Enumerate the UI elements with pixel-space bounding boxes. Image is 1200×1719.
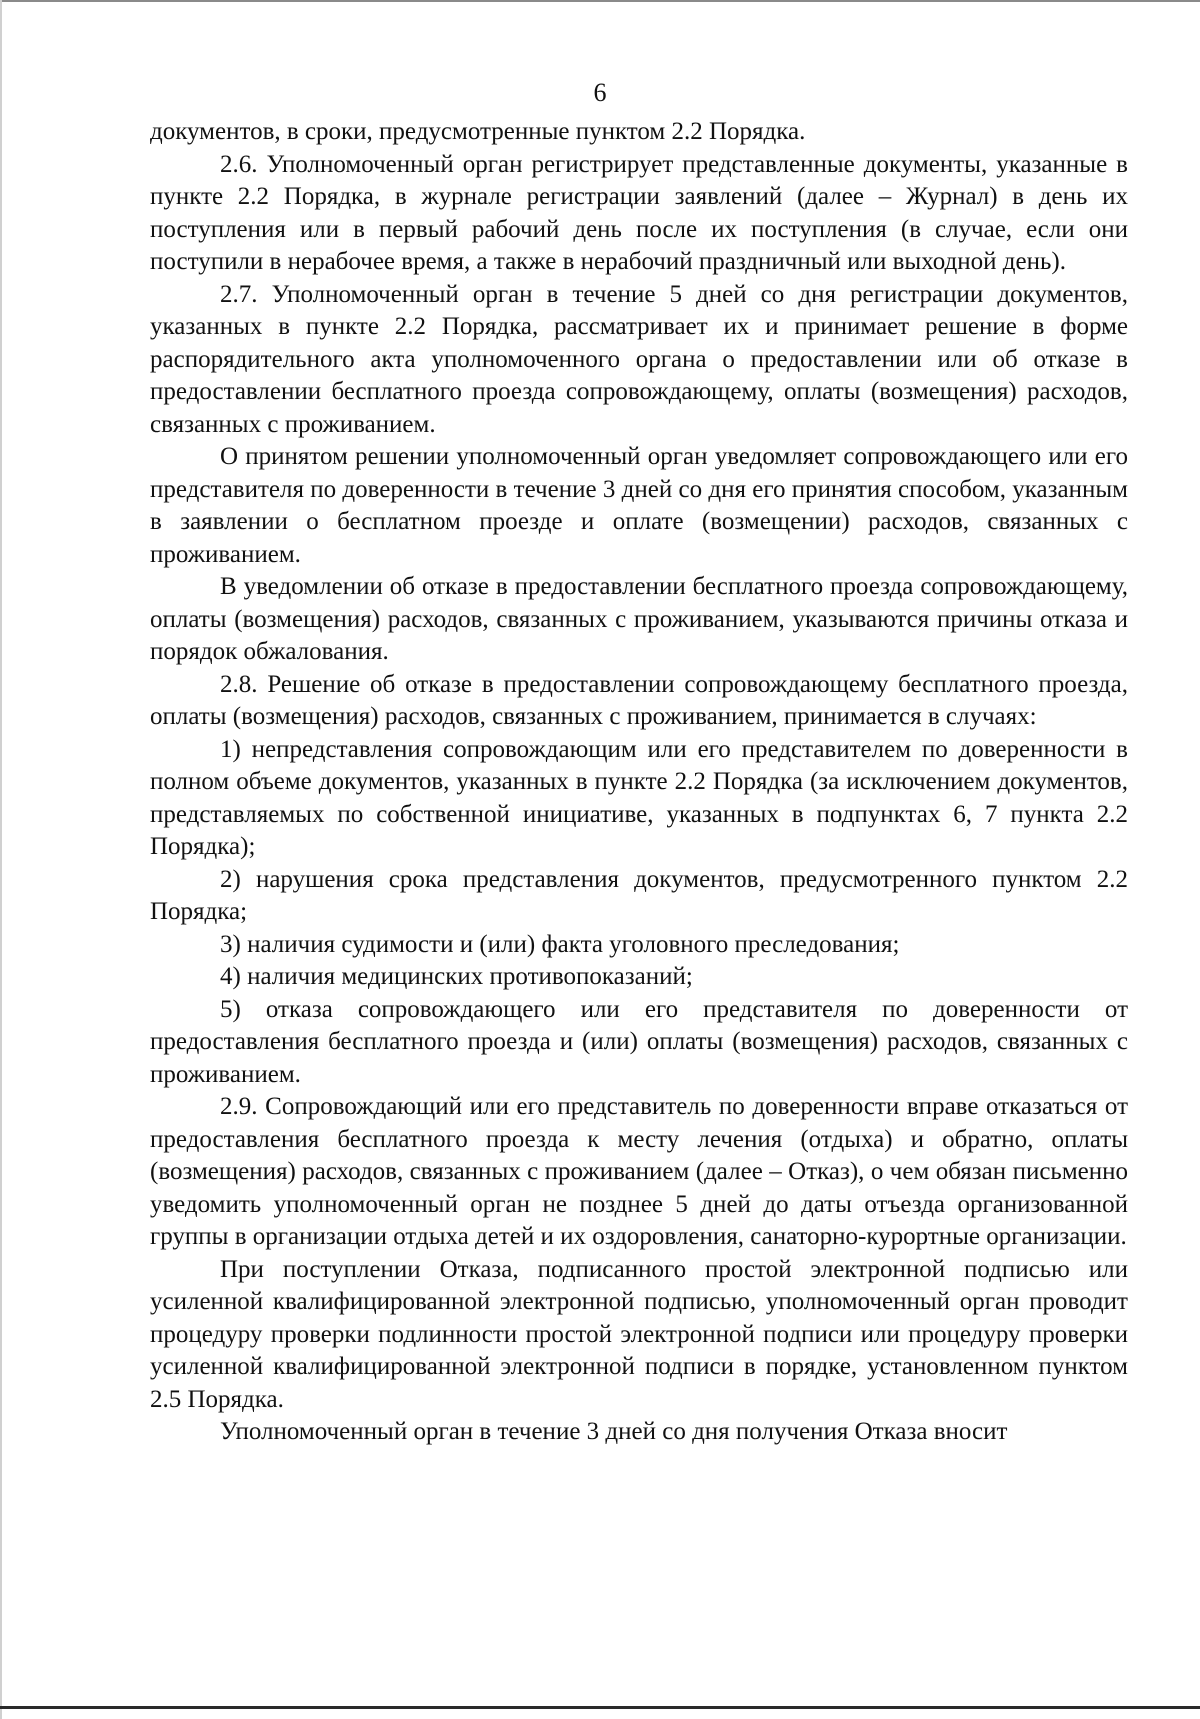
paragraph-2-6: 2.6. Уполномоченный орган регистрирует представленные документы, указанные в пункте 2.2 Порядка, в журнале регистрации заявлений (далее – Журнал) в день их поступления или в первый рабочий день после их поступления (в случае, если они поступили в нерабочее время, а также в нерабочий праздничный или выходной день). [150, 150, 1128, 275]
paragraph-2-7: 2.7. Уполномоченный орган в течение 5 дней со дня регистрации документов, указанных в пункте 2.2 Порядка, рассматривает их и принимает решение в форме распорядительного акта уполномоченного органа о предоставлении или об отказе в предоставлении бесплатного проезда сопровождающему, оплаты (возмещения) расходов, связанных с проживанием. [150, 280, 1128, 438]
scan-top-edge [0, 0, 1200, 2]
page-number: 6 [593, 78, 607, 107]
scan-left-edge [0, 0, 2, 1719]
paragraph-final: Уполномоченный орган в течение 3 дней со дня получения Отказа вносит [220, 1418, 1008, 1445]
paragraph-2-9: 2.9. Сопровождающий или его представитель по доверенности вправе отказаться от предоставления бесплатного проезда к месту лечения (отдыха) и обратно, оплаты (возмещения) расходов, связанных с проживанием (далее – Отказ), о чем обязан письменно уведомить уполномоченный орган не позднее 5 дней до даты отъезда организованной группы в организации отдыха детей и их оздоровления, санаторно-курортные организации. [150, 1093, 1128, 1250]
list-item-5: 5) отказа сопровождающего или его представителя по доверенности от предоставления бесплатного проезда и (или) оплаты (возмещения) расходов, связанных с проживанием. [150, 995, 1128, 1088]
list-item-2: 2) нарушения срока представления документов, предусмотренного пунктом 2.2 Порядка; [150, 865, 1128, 925]
paragraph-1: документов, в сроки, предусмотренные пунктом 2.2 Порядка. [150, 118, 806, 145]
scan-bottom-edge [0, 1706, 1200, 1709]
list-item-4: 4) наличия медицинских противопоказаний; [220, 963, 693, 990]
paragraph-refusal-notice: В уведомлении об отказе в предоставлении бесплатного проезда сопровождающему, оплаты (возмещения) расходов, связанных с проживанием, указываются причины отказа и порядок обжалования. [150, 573, 1128, 665]
paragraph-decision-notice: О принятом решении уполномоченный орган уведомляет сопровождающего или его представителя по доверенности в течение 3 дней со дня его принятия способом, указанным в заявлении о бесплатном проезде и оплате (возмещении) расходов, связанных с проживанием. [150, 443, 1128, 568]
paragraph-2-8: 2.8. Решение об отказе в предоставлении сопровождающему бесплатного проезда, оплаты (возмещения) расходов, связанных с проживанием, принимается в случаях: [150, 670, 1128, 730]
document-body [150, 116, 1128, 1449]
list-item-1: 1) непредставления сопровождающим или его представителем по доверенности в полном объеме документов, указанных в пункте 2.2 Порядка (за исключением документов, представляемых по собственной инициативе, указанных в подпунктах 6, 7 пункта 2.2 Порядка); [150, 735, 1128, 860]
paragraph-signature-check: При поступлении Отказа, подписанного простой электронной подписью или усиленной квалифицированной электронной подписью, уполномоченный орган проводит процедуру проверки подлинности простой электронной подписи или процедуру проверки усиленной квалифицированной электронной подписи в порядке, установленном пунктом 2.5 Порядка. [150, 1255, 1128, 1413]
list-item-3: 3) наличия судимости и (или) факта уголовного преследования; [220, 930, 900, 958]
